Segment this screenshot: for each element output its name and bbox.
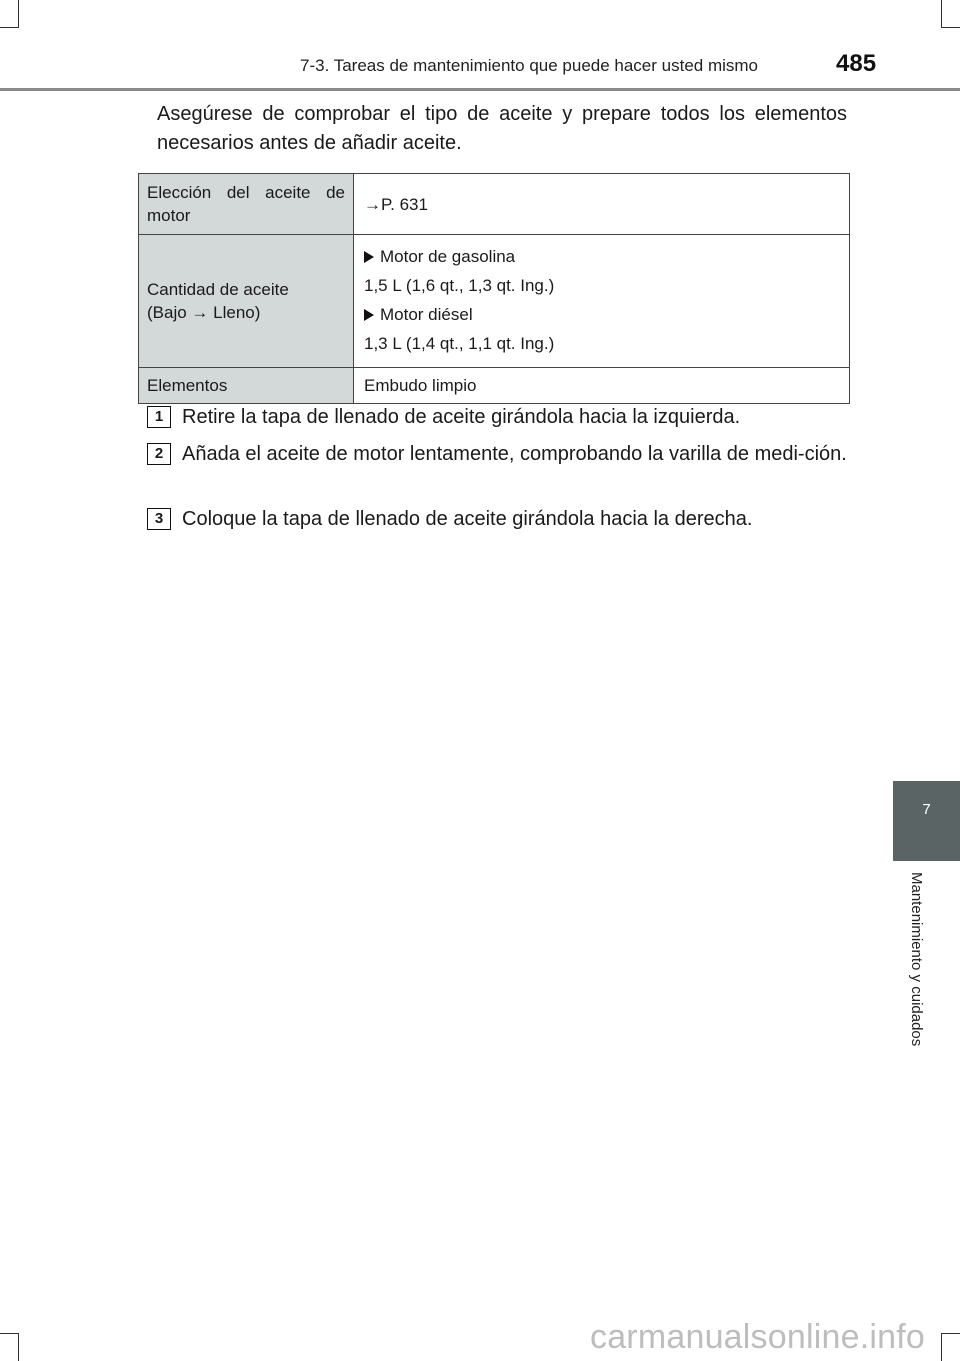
step-item (144, 439, 850, 469)
step-text: Retire la tapa de llenado de aceite girándola hacia la izquierda. (182, 406, 741, 428)
items-value: Embudo limpio (354, 368, 850, 404)
page-number: 485 (836, 50, 877, 77)
table-row (139, 174, 850, 235)
step-item (144, 504, 850, 534)
engine-type: Motor diésel (380, 305, 473, 324)
crop-mark (0, 27, 19, 28)
triangle-bullet-icon (364, 309, 374, 321)
crop-mark (941, 0, 942, 28)
list-item (364, 303, 839, 326)
watermark: carmanualsonline.info (590, 1318, 925, 1356)
crop-mark (941, 1333, 960, 1334)
items-label: Elementos (139, 368, 354, 404)
crop-mark (0, 1333, 19, 1334)
header-divider (0, 88, 960, 91)
step-text: Coloque la tapa de llenado de aceite girándola hacia la derecha. (182, 508, 753, 530)
chapter-title: Mantenimiento y cuidados (908, 872, 925, 1047)
oil-choice-label: Elección del aceite de motor (139, 174, 354, 235)
chapter-tab (893, 781, 960, 861)
oil-choice-reference: →P. 631 (354, 174, 850, 235)
step-number-badge: 3 (147, 508, 171, 530)
step-item (144, 402, 850, 432)
table-row (139, 368, 850, 404)
step-number-badge: 1 (147, 406, 171, 428)
chapter-number: 7 (922, 801, 931, 818)
list-item (364, 245, 839, 268)
oil-amount: 1,3 L (1,4 qt., 1,1 qt. Ing.) (364, 334, 555, 353)
step-text: Añada el aceite de motor lentamente, comprobando la varilla de medi-ción. (182, 443, 847, 465)
crop-mark (18, 0, 19, 28)
oil-amount: 1,5 L (1,6 qt., 1,3 qt. Ing.) (364, 276, 555, 295)
oil-quantity-label (139, 235, 354, 368)
section-title: 7-3. Tareas de mantenimiento que puede hacer usted mismo (300, 56, 759, 75)
oil-spec-table (138, 173, 850, 404)
table-row (139, 235, 850, 368)
oil-quantity-values (354, 235, 850, 368)
step-number-badge: 2 (147, 443, 171, 465)
oil-quantity-label-line1: Cantidad de aceite (147, 280, 289, 299)
crop-mark (941, 27, 960, 28)
oil-quantity-label-line2: (Bajo → Lleno) (147, 303, 261, 322)
crop-mark (941, 1333, 942, 1361)
intro-paragraph: Asegúrese de comprobar el tipo de aceite y prepare todos los elementos necesarios antes de añadir aceite. (157, 103, 847, 154)
crop-mark (18, 1333, 19, 1361)
triangle-bullet-icon (364, 251, 374, 263)
engine-type: Motor de gasolina (380, 247, 516, 266)
